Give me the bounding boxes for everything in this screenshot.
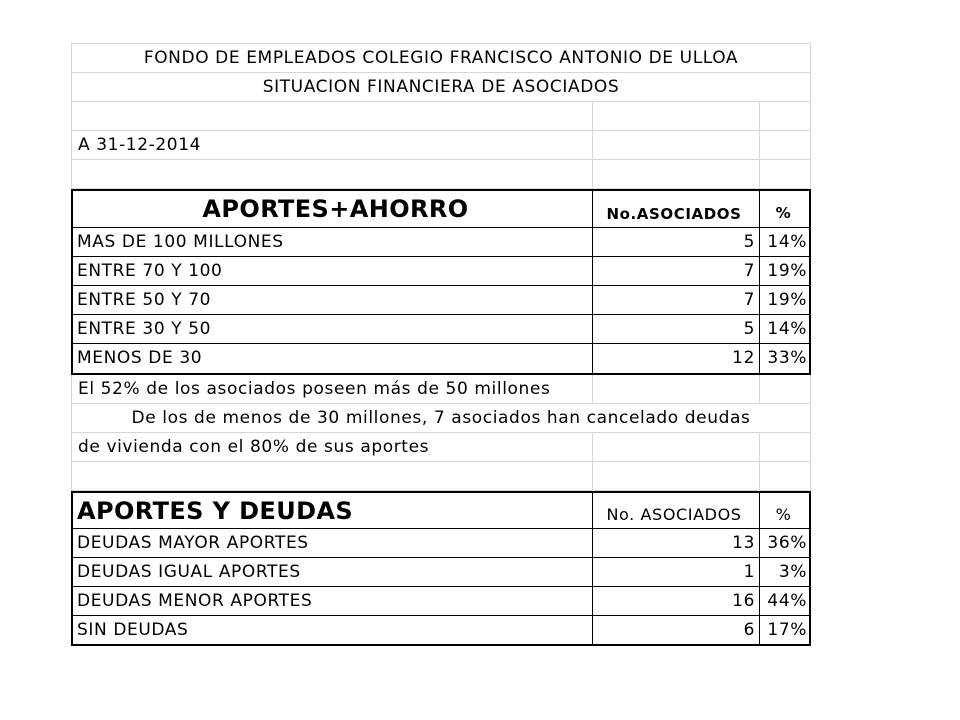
row-label[interactable]: ENTRE 50 Y 70 — [73, 286, 593, 315]
row-label[interactable]: SIN DEUDAS — [73, 616, 593, 645]
row-pct[interactable]: 14% — [760, 228, 811, 257]
cell[interactable] — [760, 160, 811, 189]
table-header-label[interactable]: APORTES Y DEUDAS — [73, 493, 593, 529]
note-row — [71, 433, 811, 462]
row-pct[interactable]: 19% — [760, 257, 811, 286]
row-pct[interactable]: 19% — [760, 286, 811, 315]
empty-row — [71, 102, 811, 131]
row-count[interactable]: 5 — [593, 315, 760, 344]
row-count[interactable]: 7 — [593, 286, 760, 315]
cell[interactable] — [593, 160, 760, 189]
table-header-row — [71, 493, 811, 529]
note-row — [71, 404, 811, 433]
table-header-row — [71, 191, 811, 228]
column-header-pct[interactable]: % — [760, 191, 811, 228]
table-row — [71, 228, 811, 257]
table-row — [71, 257, 811, 286]
row-pct[interactable]: 14% — [760, 315, 811, 344]
cell[interactable] — [760, 433, 811, 462]
subtitle-row — [71, 73, 811, 102]
row-label[interactable]: ENTRE 70 Y 100 — [73, 257, 593, 286]
table-row — [71, 315, 811, 344]
row-label[interactable]: ENTRE 30 Y 50 — [73, 315, 593, 344]
cell[interactable] — [71, 102, 593, 131]
note-text[interactable]: De los de menos de 30 millones, 7 asociados han cancelado deudas — [71, 404, 811, 433]
row-label[interactable]: DEUDAS MAYOR APORTES — [73, 529, 593, 558]
note-row — [71, 375, 811, 404]
row-label[interactable]: MENOS DE 30 — [73, 344, 593, 373]
column-header-pct[interactable]: % — [760, 493, 811, 529]
aportes-deudas-table — [71, 491, 811, 646]
date-label[interactable]: A 31-12-2014 — [71, 131, 593, 160]
table-row — [71, 558, 811, 587]
report-subtitle[interactable]: SITUACION FINANCIERA DE ASOCIADOS — [71, 73, 811, 102]
table-row — [71, 616, 811, 645]
row-pct[interactable]: 44% — [760, 587, 811, 616]
cell[interactable] — [593, 433, 760, 462]
cell[interactable] — [71, 160, 593, 189]
column-header-count[interactable]: No.ASOCIADOS — [593, 191, 760, 228]
row-label[interactable]: MAS DE 100 MILLONES — [73, 228, 593, 257]
table-row — [71, 286, 811, 315]
cell[interactable] — [760, 462, 811, 491]
cell[interactable] — [760, 375, 811, 404]
table-row — [71, 587, 811, 616]
cell[interactable] — [760, 102, 811, 131]
row-pct[interactable]: 3% — [760, 558, 811, 587]
note-text[interactable]: El 52% de los asociados poseen más de 50 millones — [71, 375, 593, 404]
aportes-ahorro-table — [71, 189, 811, 375]
row-count[interactable]: 1 — [593, 558, 760, 587]
row-pct[interactable]: 36% — [760, 529, 811, 558]
row-pct[interactable]: 33% — [767, 348, 807, 368]
row-count[interactable]: 16 — [593, 587, 760, 616]
cell[interactable] — [71, 462, 593, 491]
table-row — [71, 344, 811, 373]
empty-row — [71, 160, 811, 189]
empty-row — [71, 462, 811, 491]
row-pct[interactable]: 17% — [767, 620, 807, 640]
row-count[interactable]: 5 — [593, 228, 760, 257]
row-count[interactable]: 7 — [593, 257, 760, 286]
row-label[interactable]: DEUDAS MENOR APORTES — [73, 587, 593, 616]
row-label[interactable]: DEUDAS IGUAL APORTES — [73, 558, 593, 587]
column-header-count[interactable]: No. ASOCIADOS — [593, 493, 760, 529]
table-header-label[interactable]: APORTES+AHORRO — [73, 191, 593, 228]
title-row — [71, 43, 811, 73]
row-count[interactable]: 6 — [593, 616, 760, 645]
note-text[interactable]: de vivienda con el 80% de sus aportes — [71, 433, 593, 462]
cell[interactable] — [593, 102, 760, 131]
cell[interactable] — [593, 375, 760, 404]
report-title[interactable]: FONDO DE EMPLEADOS COLEGIO FRANCISCO ANTONIO DE ULLOA — [71, 44, 811, 73]
cell[interactable] — [760, 131, 811, 160]
row-count[interactable]: 12 — [593, 344, 760, 373]
date-row — [71, 131, 811, 160]
cell[interactable] — [593, 131, 760, 160]
cell[interactable] — [593, 462, 760, 491]
table-row — [71, 529, 811, 558]
row-count[interactable]: 13 — [593, 529, 760, 558]
